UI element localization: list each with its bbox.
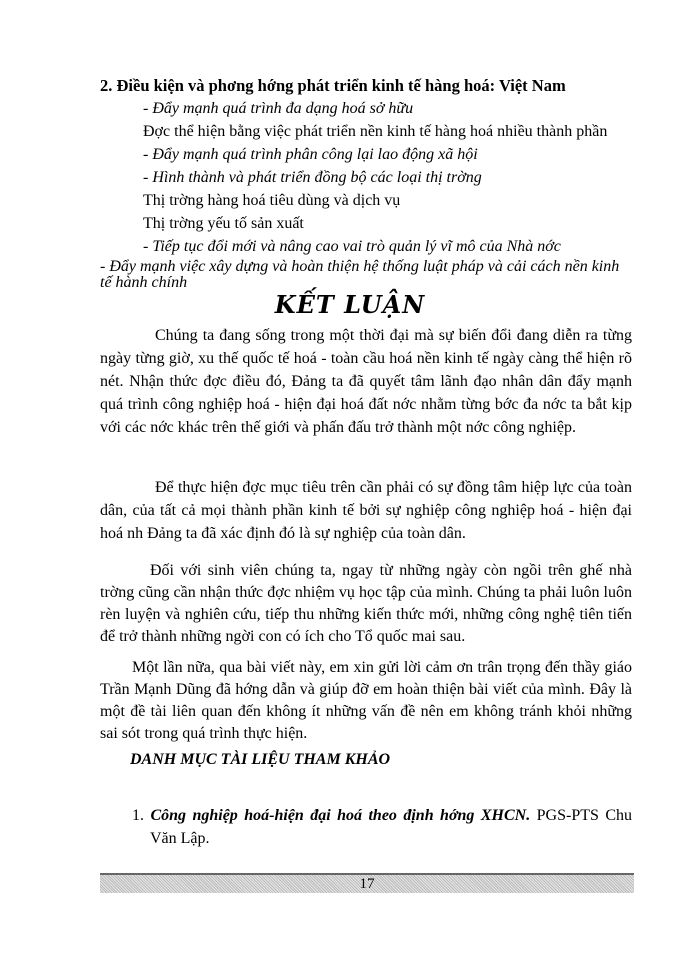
conclusion-paragraph-3 (100, 560, 632, 648)
conclusion-paragraph-1 (100, 324, 632, 439)
reference-author: PGS-PTS Chu Văn Lập. (150, 807, 633, 847)
page-footer (100, 873, 634, 893)
conclusion-title: KẾT LUẬN (274, 290, 426, 319)
paragraph-text: Đối với sinh viên chúng ta, ngay từ những ngày còn ngồi trên ghế nhà trờng cũng cần nhận thức đợc nhiệm vụ học tập của mình. Chúng ta phải luôn luôn rèn luyện và nghiên cứu, tiếp thu những kiến thức mới, những công nghệ tiên tiến để trở thành những ngời con có ích cho Tổ quốc mai sau. (100, 562, 632, 645)
conclusion-paragraph-4 (100, 657, 632, 745)
section-heading: 2. Điều kiện và phơng hớng phát triển kinh tế hàng hoá: Việt Nam (100, 76, 566, 95)
paragraph-text: Chúng ta đang sống trong một thời đại mà sự biến đổi đang diễn ra từng ngày từng giờ, xu thế quốc tế hoá - toàn cầu hoá nền kinh tế ngày càng thể hiện rõ nét. Nhận thức đợc điều đó, Đảng ta đã quyết tâm lãnh đạo nhân dân đẩy mạnh quá trình công nghiệp hoá - hiện đại hoá đất nớc nhằm từng bớc đa nớc ta bắt kịp với các nớc khác trên thế giới và phấn đấu trở thành một nớc công nghiệp. (100, 327, 632, 436)
reference-number: 1. (132, 807, 144, 824)
list-item-last: - Đẩy mạnh việc xây dựng và hoàn thiện hệ thống luật pháp và cải cách nền kinh tế hành chính (100, 258, 620, 291)
list-item: Đợc thể hiện bằng việc phát triển nền kinh tế hàng hoá nhiều thành phần (143, 123, 608, 140)
paragraph-text: Một lần nữa, qua bài viết này, em xin gửi lời cảm ơn trân trọng đến thầy giáo Trần Mạnh Dũng đã hớng dẫn và giúp đỡ em hoàn thiện bài viết của mình. Đây là một đề tài liên quan đến không ít những vấn đề nên em không tránh khỏi những sai sót trong quá trình thực hiện. (100, 659, 632, 742)
paragraph-text: Để thực hiện đợc mục tiêu trên cần phải có sự đồng tâm hiệp lực của toàn dân, của tất cả mọi thành phần kinh tế bởi sự nghiệp công nghiệp hoá - hiện đại hoá nh Đảng ta đã xác định đó là sự nghiệp của toàn dân. (100, 479, 632, 542)
list-item: Thị trờng yếu tố sản xuất (143, 215, 304, 232)
list-item: - Đẩy mạnh quá trình đa dạng hoá sở hữu (143, 100, 414, 117)
conclusion-paragraph-2 (100, 476, 632, 545)
list-item: - Tiếp tục đổi mới và nâng cao vai trò quản lý vĩ mô của Nhà nớc (143, 238, 561, 255)
list-item: - Đẩy mạnh quá trình phân công lại lao động xã hội (143, 146, 478, 163)
reference-title: Công nghiệp hoá-hiện đại hoá theo định hớng XHCN. (150, 807, 531, 824)
page-number: 17 (359, 876, 375, 892)
list-item: Thị trờng hàng hoá tiêu dùng và dịch vụ (143, 192, 401, 209)
list-item: - Hình thành và phát triển đồng bộ các loại thị trờng (143, 169, 482, 186)
reference-item (132, 804, 632, 850)
references-heading: DANH MỤC TÀI LIỆU THAM KHẢO (130, 751, 391, 768)
